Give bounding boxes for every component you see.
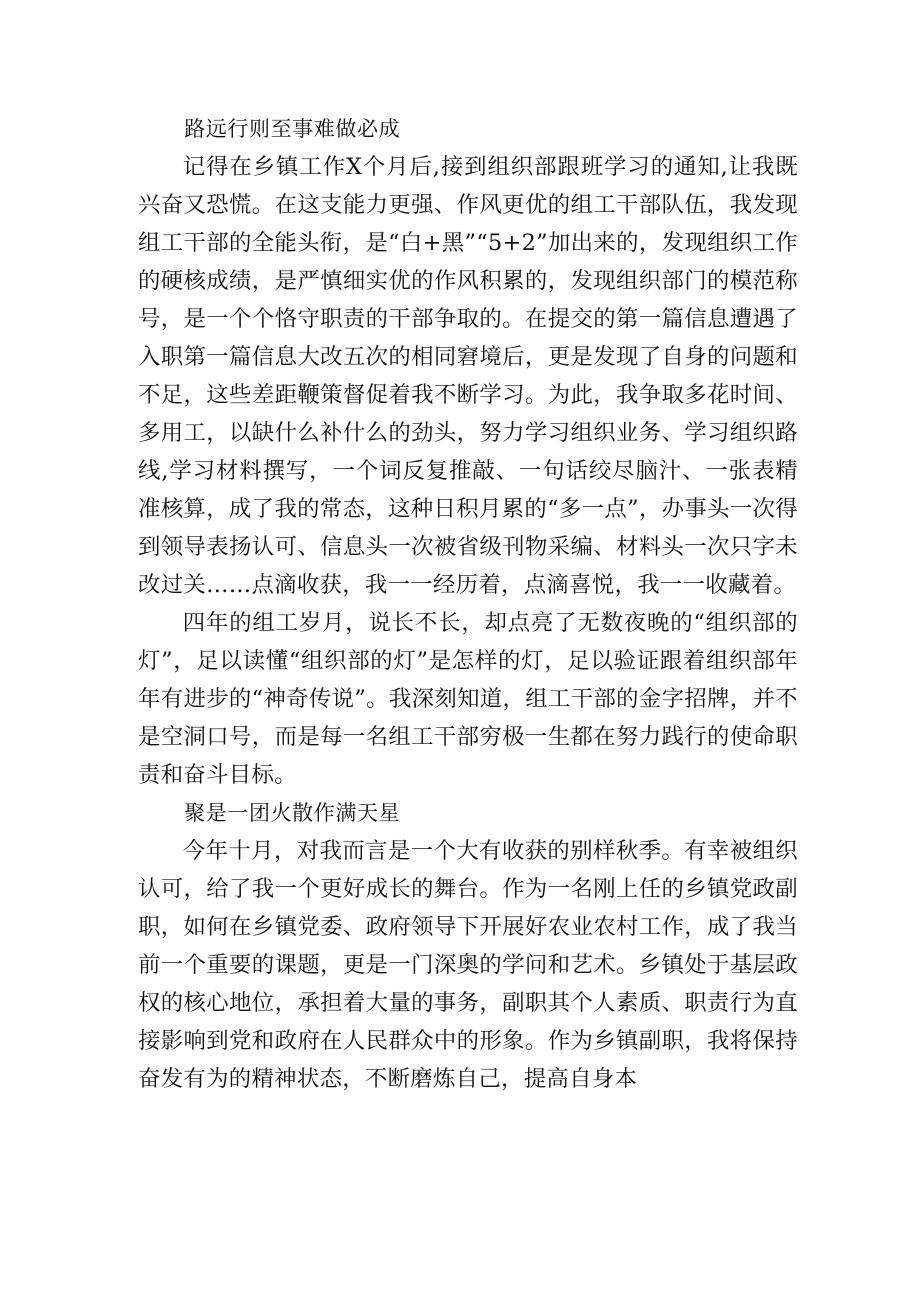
section-heading: 聚是一团火散作满天星 [184,801,401,825]
body-paragraph: 记得在乡镇工作X个月后,接到组织部跟班学习的通知,让我既兴奋又恐慌。在这支能力更强、作风更优的组工干部队伍，我发现组工干部的全能头衔，是“白+黑”“5+2”加出来的，发现组织工作的硬核成绩，是严慎细实优的作风积累的，发现组织部门的模范称号，是一个个恪守职责的干部争取的。在提交的第一篇信息遭遇了入职第一篇信息大改五次的相同窘境后，更是发现了自身的问题和不足，这些差距鞭策督促着我不断学习。为此，我争取多花时间、多用工，以缺什么补什么的劲头，努力学习组织业务、学习组织路线,学习材料撰写，一个词反复推敲、一句话绞尽脑汁、一张表精准核算，成了我的常态，这种日积月累的“多一点”，办事头一次得到领导表扬认可、信息头一次被省级刊物采编、材料头一次只字未改过关……点滴收获，我一一经历着，点滴喜悦，我一一收藏着。 [138,154,798,598]
section-heading: 路远行则至事难做必成 [184,117,401,141]
body-paragraph: 今年十月，对我而言是一个大有收获的别样秋季。有幸被组织认可，给了我一个更好成长的舞台。作为一名刚上任的乡镇党政副职，如何在乡镇党委、政府领导下开展好农业农村工作，成了我当前一个重要的课题，更是一门深奥的学问和艺术。乡镇处于基层政权的核心地位，承担着大量的事务，副职其个人素质、职责行为直接影响到党和政府在人民群众中的形象。作为乡镇副职，我将保持奋发有为的精神状态，不断磨炼自己，提高自身本 [138,838,798,1092]
document-body [138,110,798,1098]
body-paragraph: 四年的组工岁月，说长不长，却点亮了无数夜晚的“组织部的灯”，足以读懂“组织部的灯”是怎样的灯，足以验证跟着组织部年年有进步的“神奇传说”。我深刻知道，组工干部的金字招牌，并不是空洞口号，而是每一名组工干部穷极一生都在努力践行的使命职责和奋斗目标。 [138,610,798,788]
